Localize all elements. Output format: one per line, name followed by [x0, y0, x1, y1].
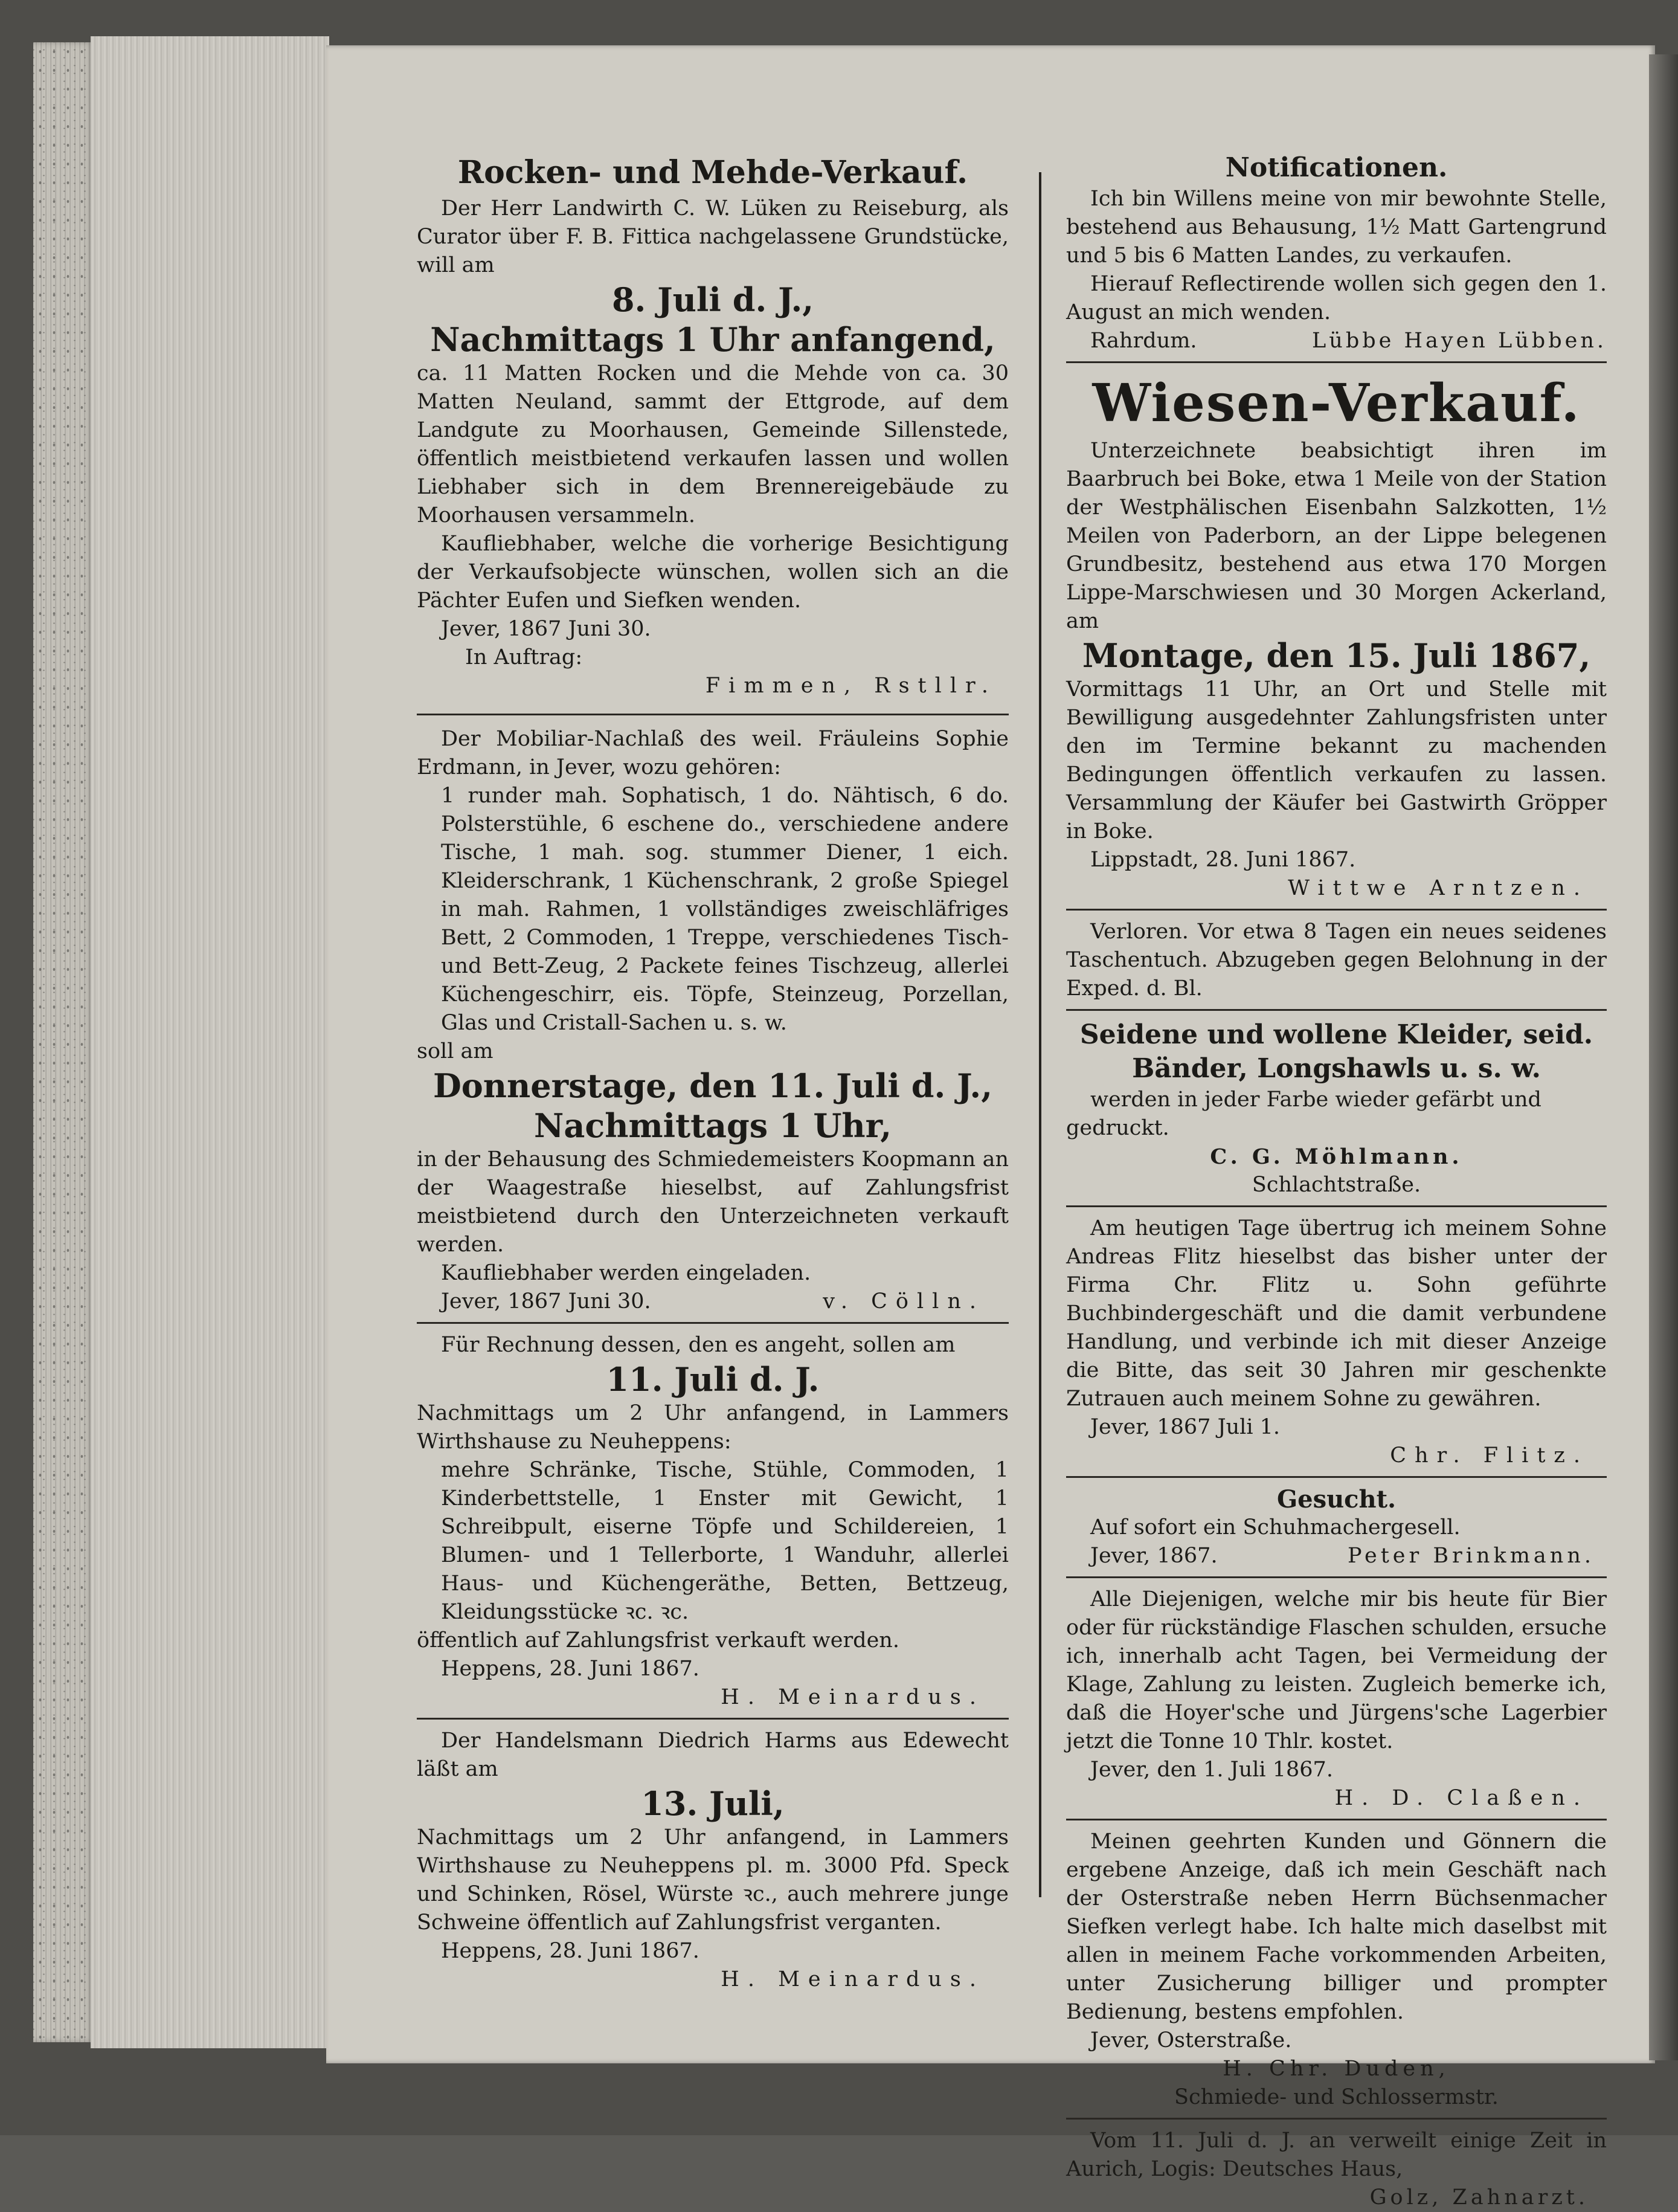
left-column [417, 151, 1009, 1994]
ad-title: Gesucht. [1276, 1485, 1397, 1514]
ad-signature: Lübbe Hayen Lübben. [1312, 329, 1607, 353]
ad-wiesen-verkauf [1066, 370, 1607, 903]
ad-signature: Chr. Flitz. [1390, 1443, 1589, 1468]
ad-body-2: Kaufliebhaber werden eingeladen. [441, 1261, 811, 1285]
ad-verloren [1066, 918, 1607, 1003]
ad-time: Nachmittags 1 Uhr, [533, 1106, 892, 1145]
ad-fuer-rechnung [417, 1331, 1009, 1712]
ad-auftrag: In Auftrag: [465, 645, 583, 669]
ad-body: Alle Diejenigen, welche mir bis heute für Bier oder für rückständige Flaschen schulden, ersuche ich, innerhalb acht Tagen, bei Vermeidung der Klage, Zahlung zu leisten. Zugleich bemerke ich, daß die Hoyer'sche und Jürgens'sche Lagerbier jetzt die Tonne 10 Thlr. kostet. [1066, 1587, 1607, 1753]
ad-title: Wiesen-Verkauf. [1092, 373, 1581, 434]
ad-date: 13. Juli, [641, 1784, 785, 1823]
ad-flitz [1066, 1214, 1607, 1470]
ad-place-date: Jever, 1867 Juni 30. [441, 617, 651, 641]
ad-address: Schlachtstraße. [1252, 1173, 1421, 1197]
ad-body-2: Vormittags 11 Uhr, an Ort und Stelle mit Bewilligung ausgedehnter Zahlungsfristen unter den im Termine bekannt zu machenden Bedingungen öffentlich verkaufen zu lassen. Versammlung der Käufer bei Gastwirth Gröpper in Boke. [1066, 677, 1607, 843]
ad-place-date: Jever, 1867. [1090, 1544, 1218, 1568]
ad-signature: H. Chr. Duden, [1223, 2057, 1450, 2081]
ad-intro: Der Handelsmann Diedrich Harms aus Edewecht läßt am [417, 1729, 1009, 1781]
ad-place-date: Lippstadt, 28. Juni 1867. [1090, 848, 1356, 872]
ad-separator [1066, 2118, 1607, 2120]
ad-items: 1 runder mah. Sophatisch, 1 do. Nähtisch, 6 do. Polsterstühle, 6 eschene do., verschiedene andere Tische, 1 mah. sog. stummer Diener, 1 eich. Kleiderschrank, 1 Küchenschrank, 2 große Spiegel in mah. Rahmen, 1 vollständiges zweischläfriges Bett, 2 Commoden, 1 Treppe, verschiedenes Tisch- und Bett-Zeug, 2 Packete feines Tischzeug, allerlei Küchengeschirr, eis. Töpfe, Steinzeug, Porzellan, Glas und Cristall-Sachen u. s. w. [441, 784, 1009, 1035]
ad-separator [1066, 361, 1607, 363]
ad-place-date: Heppens, 28. Juni 1867. [441, 1657, 699, 1681]
ad-golz [1066, 2127, 1607, 2212]
ad-title: Seidene und wollene Kleider, seid. Bänder, Longshawls u. s. w. [1079, 1019, 1593, 1084]
ad-time: Nachmittags 1 Uhr anfangend, [430, 320, 995, 359]
ad-place-date: Jever, 1867 Juni 30. [441, 1289, 651, 1314]
ad-classen [1066, 1585, 1607, 1813]
ad-body: Meinen geehrten Kunden und Gönnern die ergebene Anzeige, daß ich mein Geschäft nach der Osterstraße neben Herrn Büchsenmacher Siefken verlegt habe. Ich halte mich daselbst mit allen in meinem Fache vorkommenden Arbeiten, unter Zusicherung billiger und prompter Bedienung, bestens empfohlen. [1066, 1830, 1607, 2024]
ad-rocken-verkauf [417, 151, 1009, 700]
ad-signature: Wittwe Arntzen. [1288, 876, 1589, 900]
right-column [1066, 151, 1607, 2212]
ad-duden [1066, 1828, 1607, 2112]
ad-body: Unterzeichnete beabsichtigt ihren im Baarbruch bei Boke, etwa 1 Meile von der Station der Westphälischen Eisenbahn Salzkotten, 1½ Meilen von Paderborn, an der Lippe belegenen Grundbesitz, bestehend aus etwa 170 Morgen Lippe-Marschwiesen und 30 Morgen Ackerland, am [1066, 439, 1607, 633]
ad-body: Nachmittags um 2 Uhr anfangend, in Lammers Wirthshause zu Neuheppens: [417, 1401, 1009, 1454]
book-gutter [1649, 54, 1678, 2060]
ad-separator [417, 1718, 1009, 1720]
ad-separator [417, 1322, 1009, 1324]
ad-date: 8. Juli d. J., [611, 280, 814, 319]
ad-body: Vom 11. Juli d. J. an verweilt einige Zeit in Aurich, Logis: Deutsches Haus, [1066, 2129, 1607, 2181]
ad-place-date: Jever, 1867 Juli 1. [1090, 1415, 1281, 1439]
ad-body-2: Hierauf Reflectirende wollen sich gegen den 1. August an mich wenden. [1066, 272, 1607, 324]
ad-place: Rahrdum. [1090, 329, 1197, 353]
ad-body: in der Behausung des Schmiedemeisters Koopmann an der Waagestraße hieselbst, auf Zahlungsfrist meistbietend durch den Unterzeichneten verkauft werden. [417, 1147, 1009, 1257]
ad-separator [1066, 1576, 1607, 1578]
ad-body: Ich bin Willens meine von mir bewohnte Stelle, bestehend aus Behausung, 1½ Matt Gartengrund und 5 bis 6 Matten Landes, zu verkaufen. [1066, 187, 1607, 268]
ad-separator [1066, 1009, 1607, 1011]
ad-items: mehre Schränke, Tische, Stühle, Commoden, 1 Kinderbettstelle, 1 Enster mit Gewicht, 1 Schreibpult, eiserne Töpfe und Schildereien, 1 Blumen- und 1 Tellerborte, 1 Wanduhr, allerlei Haus- und Küchengeräthe, Betten, Bettzeug, Kleidungsstücke ꝛc. ꝛc. [441, 1458, 1009, 1624]
ad-harms-speck [417, 1727, 1009, 1994]
ad-date: Donnerstage, den 11. Juli d. J., [432, 1066, 993, 1105]
ad-signature: H. Meinardus. [721, 1967, 985, 1991]
ad-signature: C. G. Möhlmann. [1210, 1144, 1463, 1169]
ad-body: Nachmittags um 2 Uhr anfangend, in Lammers Wirthshause zu Neuheppens pl. m. 3000 Pfd. Speck und Schinken, Rösel, Würste ꝛc., auch mehrere junge Schweine öffentlich auf Zahlungsfrist verganten. [417, 1825, 1009, 1935]
ad-signature: Golz, Zahnarzt. [1369, 2185, 1589, 2210]
ad-body: ca. 11 Matten Rocken und die Mehde von ca. 30 Matten Neuland, sammt der Ettgrode, auf dem Landgute zu Moorhausen, Gemeinde Sillenstede, öffentlich meistbietend verkaufen lassen und wollen Liebhaber sich in dem Brennereigebäude zu Moorhausen versammeln. [417, 361, 1009, 527]
ad-place-date: Jever, den 1. Juli 1867. [1090, 1758, 1333, 1782]
book-fore-edge [33, 42, 94, 2042]
ad-gesucht [1066, 1485, 1607, 1570]
ad-body-2: öffentlich auf Zahlungsfrist verkauft werden. [417, 1628, 899, 1653]
ad-body: Auf sofort ein Schuhmachergesell. [1090, 1515, 1461, 1540]
ad-date: Montage, den 15. Juli 1867, [1082, 636, 1591, 675]
ad-notificationen [1066, 151, 1607, 355]
ad-date: 11. Juli d. J. [606, 1360, 820, 1399]
ad-mobiliar-nachlass [417, 725, 1009, 1316]
ad-place-date: Heppens, 28. Juni 1867. [441, 1939, 699, 1963]
ad-signature: Fimmen, Rstllr. [705, 674, 997, 698]
ad-body: Verloren. Vor etwa 8 Tagen ein neues seidenes Taschentuch. Abzugeben gegen Belohnung in der Exped. d. Bl. [1066, 920, 1607, 1001]
ad-intro: Für Rechnung dessen, den es angeht, sollen am [441, 1333, 956, 1357]
ad-soll: soll am [417, 1039, 493, 1063]
ad-body: Am heutigen Tage übertrug ich meinem Sohne Andreas Flitz hieselbst das bisher unter der Firma Chr. Flitz u. Sohn geführte Buchbindergeschäft und die damit verbundene Handlung, und verbinde ich mit dieser Anzeige die Bitte, das seit 30 Jahren mir geschenkte Zutrauen auch meinem Sohne zu gewähren. [1066, 1216, 1607, 1411]
ad-signature: Peter Brinkmann. [1348, 1544, 1595, 1568]
ad-place: Jever, Osterstraße. [1090, 2028, 1292, 2052]
ad-signature: H. D. Claßen. [1334, 1786, 1589, 1810]
ad-intro: Der Herr Landwirth C. W. Lüken zu Reiseburg, als Curator über F. B. Fittica nachgelassene Grundstücke, will am [417, 196, 1009, 277]
ad-trade: Schmiede- und Schlossermstr. [1174, 2085, 1499, 2109]
ad-title: Notificationen. [1225, 152, 1448, 183]
column-divider [1039, 172, 1041, 1897]
ad-separator [1066, 1205, 1607, 1207]
ad-title: Rocken- und Mehde-Verkauf. [457, 154, 968, 191]
ad-body: werden in jeder Farbe wieder gefärbt und gedruckt. [1066, 1088, 1541, 1140]
page-stack [91, 36, 329, 2048]
ad-intro: Der Mobiliar-Nachlaß des weil. Fräuleins Sophie Erdmann, in Jever, wozu gehören: [417, 727, 1009, 779]
ad-signature: v. Cölln. [823, 1289, 985, 1314]
ad-signature: H. Meinardus. [721, 1685, 985, 1709]
ad-separator [1066, 1819, 1607, 1820]
ad-body-2: Kaufliebhaber, welche die vorherige Besichtigung der Verkaufsobjecte wünschen, wollen sich an die Pächter Eufen und Siefken wenden. [417, 532, 1009, 613]
ad-kleider [1066, 1018, 1607, 1199]
ad-separator [1066, 1476, 1607, 1478]
ad-separator [1066, 909, 1607, 911]
ad-separator [417, 714, 1009, 715]
